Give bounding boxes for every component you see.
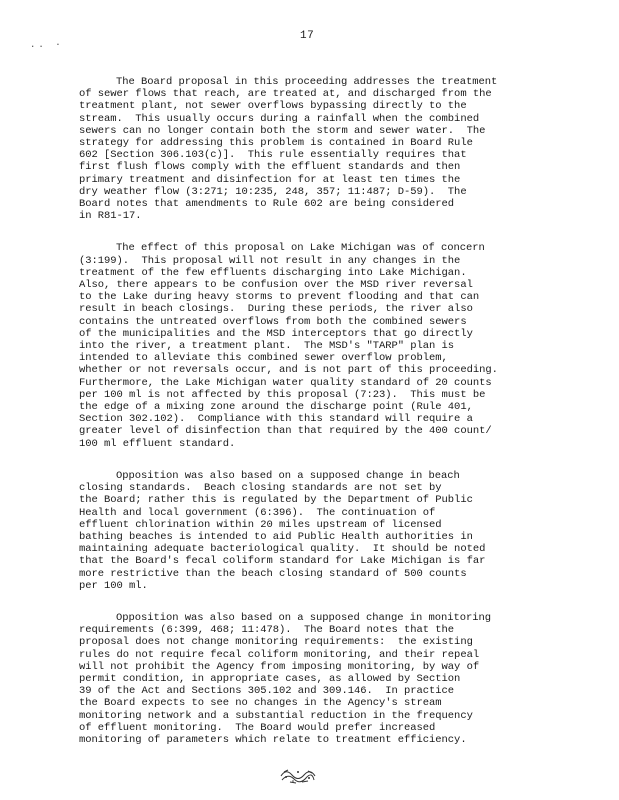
- text-line: effluent chlorination within 20 miles upstream of licensed: [79, 518, 442, 531]
- paragraph-beach-closing: [79, 470, 564, 592]
- text-line: permit condition, in appropriate cases, as allowed by Section: [79, 672, 461, 685]
- text-line: primary treatment and disinfection for at least ten times the: [79, 173, 461, 186]
- text-line: in R81-17.: [79, 210, 142, 223]
- text-line: dry weather flow (3:271; 10:235, 248, 357; 11:487; D-59). The: [79, 185, 467, 198]
- text-line: monitoring of parameters which relate to treatment efficiency.: [79, 733, 467, 746]
- text-line: into the river, a treatment plant. The MSD's "TARP" plan is: [79, 340, 455, 353]
- text-line: Health and local government (6:396). The continuation of: [79, 506, 436, 519]
- text-line: bathing beaches is intended to aid Public Health authorities in: [79, 530, 473, 543]
- text-line: of the municipalities and the MSD interceptors that go directly: [79, 327, 473, 340]
- text-line: result in beach closings. During these periods, the river also: [79, 303, 473, 316]
- scan-specks: .. ·: [30, 40, 64, 50]
- text-line: whether or not reversals occur, and is not part of this proceeding.: [79, 364, 498, 377]
- text-line: requirements (6:399, 468; 11:478). The Board notes that the: [79, 624, 455, 637]
- text-line: 602 [Section 306.103(c)]. This rule essentially requires that: [79, 149, 467, 162]
- text-line: the edge of a mixing zone around the discharge point (Rule 401,: [79, 401, 473, 414]
- text-line: that the Board's fecal coliform standard for Lake Michigan is far: [79, 555, 486, 568]
- text-line: intended to alleviate this combined sewer overflow problem,: [79, 352, 448, 365]
- text-line: (3:199). This proposal will not result in any changes in the: [79, 254, 461, 267]
- text-line: first flush flows comply with the effluent standards and then: [79, 161, 461, 174]
- text-line: greater level of disinfection than that required by the 400 count/: [79, 425, 492, 438]
- text-line: proposal does not change monitoring requirements: the existing: [79, 636, 473, 649]
- body-text: [79, 76, 564, 766]
- text-line: will not prohibit the Agency from imposing monitoring, by way of: [79, 660, 480, 673]
- text-line: sewers can no longer contain both the storm and sewer water. The: [79, 124, 486, 137]
- text-line: treatment plant, not sewer overflows bypassing directly to the: [79, 100, 467, 113]
- text-line: more restrictive than the beach closing standard of 500 counts: [79, 567, 467, 580]
- paragraph-treatment-scope: [79, 76, 564, 222]
- text-line: The Board proposal in this proceeding addresses the treatment: [116, 76, 498, 88]
- text-line: closing standards. Beach closing standards are not set by: [79, 482, 442, 495]
- page-number: 17: [300, 30, 315, 42]
- text-line: Also, there appears to be confusion over the MSD river reversal: [79, 279, 473, 292]
- text-line: the Board; rather this is regulated by the Department of Public: [79, 494, 473, 507]
- text-line: treatment of the few effluents discharging into Lake Michigan.: [79, 266, 467, 279]
- text-line: to the Lake during heavy storms to prevent flooding and that can: [79, 291, 480, 304]
- text-line: of sewer flows that reach, are treated at, and discharged from the: [79, 88, 492, 101]
- text-line: of effluent monitoring. The Board would prefer increased: [79, 721, 436, 734]
- text-line: the Board expects to see no changes in the Agency's stream: [79, 697, 442, 710]
- text-line: stream. This usually occurs during a rainfall when the combined: [79, 112, 480, 125]
- paragraph-lake-michigan: [79, 242, 564, 449]
- text-line: 39 of the Act and Sections 305.102 and 309.146. In practice: [79, 685, 455, 698]
- text-line: strategy for addressing this problem is contained in Board Rule: [79, 137, 473, 150]
- text-line: per 100 ml is not affected by this proposal (7:23). This must be: [79, 388, 486, 401]
- text-line: rules do not require fecal coliform monitoring, and their repeal: [79, 648, 480, 661]
- text-line: maintaining adequate bacteriological quality. It should be noted: [79, 543, 486, 556]
- text-line: Opposition was also based on a supposed change in beach: [116, 469, 460, 482]
- scan-stamp-mark: [278, 766, 318, 786]
- text-line: contains the untreated overflows from both the combined sewers: [79, 315, 467, 328]
- text-line: Board notes that amendments to Rule 602 are being considered: [79, 198, 455, 211]
- text-line: Furthermore, the Lake Michigan water quality standard of 20 counts: [79, 376, 492, 389]
- text-line: 100 ml effluent standard.: [79, 437, 236, 450]
- text-line: monitoring network and a substantial reduction in the frequency: [79, 709, 473, 722]
- paragraph-monitoring: [79, 612, 564, 746]
- text-line: per 100 ml.: [79, 579, 148, 592]
- text-line: The effect of this proposal on Lake Michigan was of concern: [116, 242, 485, 255]
- text-line: Section 302.102). Compliance with this standard will require a: [79, 413, 473, 426]
- text-line: Opposition was also based on a supposed change in monitoring: [116, 611, 492, 624]
